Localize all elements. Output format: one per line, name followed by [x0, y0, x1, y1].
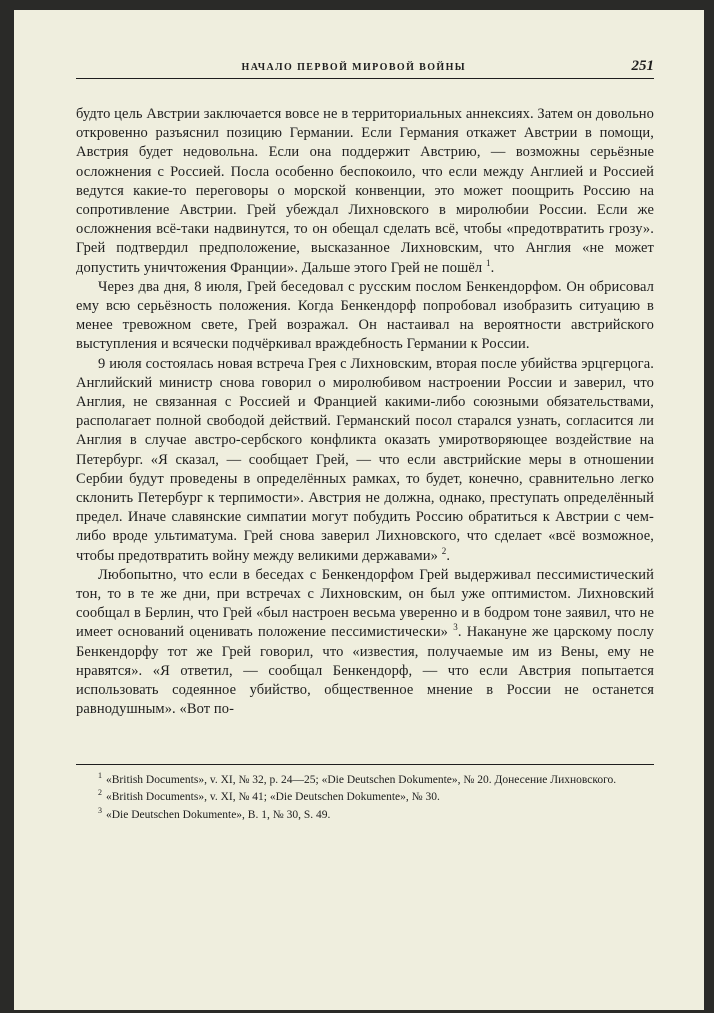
footnote-1: $^1$ «British Documents», v. XI, № 32, p. 24—25; «Die Deutschen Dokumente», № 20. Донесение Лихновского. — [98, 770, 617, 786]
footnote-ref-1: 1 — [485, 257, 491, 268]
footnote-2: $^2$ «British Documents», v. XI, № 41; «Die Deutschen Dokumente», № 30. — [98, 788, 440, 804]
page-header — [76, 58, 654, 79]
footnote-ref-2: 2 — [441, 545, 447, 556]
book-page — [14, 10, 704, 1010]
paragraph-4: Любопытно, что если в беседах с Бенкендорфом Грей выдерживал пессимистический тон, то в те же дни, при встречах с Лихновским, он был уже оптимистом. Лихновский сообщал в Берлин, что Грей «был настроен весьма уверенно и в бодром тоне заявил, что не имеет оснований оценивать положение пессимистически» $^3$. Накануне же царскому послу Бенкендорфу тот же Грей говорил, что «известия, получаемые им из Вены, ему не нравятся». «Я ответил, — сообщал Бенкендорф, — что если Австрия попытается использовать содеянное убийство, общественное мнение в России не останется равнодушным». «Вот по- — [76, 566, 654, 718]
footnote-ref-3: 3 — [453, 622, 458, 633]
paragraph-2: Через два дня, 8 июля, Грей беседовал с русским послом Бенкендорфом. Он обрисовал ему всю серьёзность положения. Когда Бенкендорф попробовал изобразить ситуацию в менее тревожном свете, Грей возражал. Он настаивал на вероятности австрийского выступления и всячески подчёркивал враждебность Германии к России. — [76, 278, 654, 353]
footnote-3: $^3$ «Die Deutschen Dokumente», B. 1, № 30, S. 49. — [98, 806, 331, 821]
page-body — [76, 105, 654, 720]
paragraph-3: 9 июля состоялась новая встреча Грея с Лихновским, вторая после убийства эрцгерцога. Английский министр снова говорил о миролюбивом настроении России и заверил, что Англия, не связанная с Россией и Францией какими-либо союзными обязательствами, располагает полной свободой действий. Германский посол старался узнать, согласится ли Англия в случае австро-сербского конфликта оказать умиротворяющее воздействие на Петербург. «Я сказал, — сообщает Грей, — что если австрийские меры в отношении Сербии будут проведены в определённых рамках, то будет, конечно, сравнительно легко склонить Петербург к терпимости». Австрия не должна, однако, преступать определённый предел. Иначе славянские симпатии могут побудить Россию обратиться к Австрии с чем-либо вроде ультиматума. Грей снова заверил Лихновского, что сделает «всё возможное, чтобы предотвратить войну между великими державами» $^2$. — [76, 355, 654, 564]
page-number: 251 — [631, 58, 654, 74]
running-head: НАЧАЛО ПЕРВОЙ МИРОВОЙ ВОЙНЫ — [241, 62, 466, 73]
paragraph-1: будто цель Австрии заключается вовсе не в территориальных аннексиях. Затем он довольно откровенно разъяснил позицию Германии. Если Германия откажет Австрии в помощи, Австрия будет недовольна. Если она поддержит Австрию, — возможны серьёзные осложнения с Россией. Посла особенно беспокоило, что если между Англией и Россией ведутся какие-то переговоры о морской конвенции, это может поощрить Россию на сопротивление Австрии. Грей убеждал Лихновского в миролюбии России. Если же осложнения всё-таки надвинутся, то он обещал сделать всё, чтобы «предотвратить грозу». Грей подтвердил предположение, высказанное Лихновским, что Англия «не может допустить уничтожения Франции». Дальше этого Грей не пошёл $^1$. — [76, 106, 654, 276]
footnotes — [76, 764, 654, 822]
